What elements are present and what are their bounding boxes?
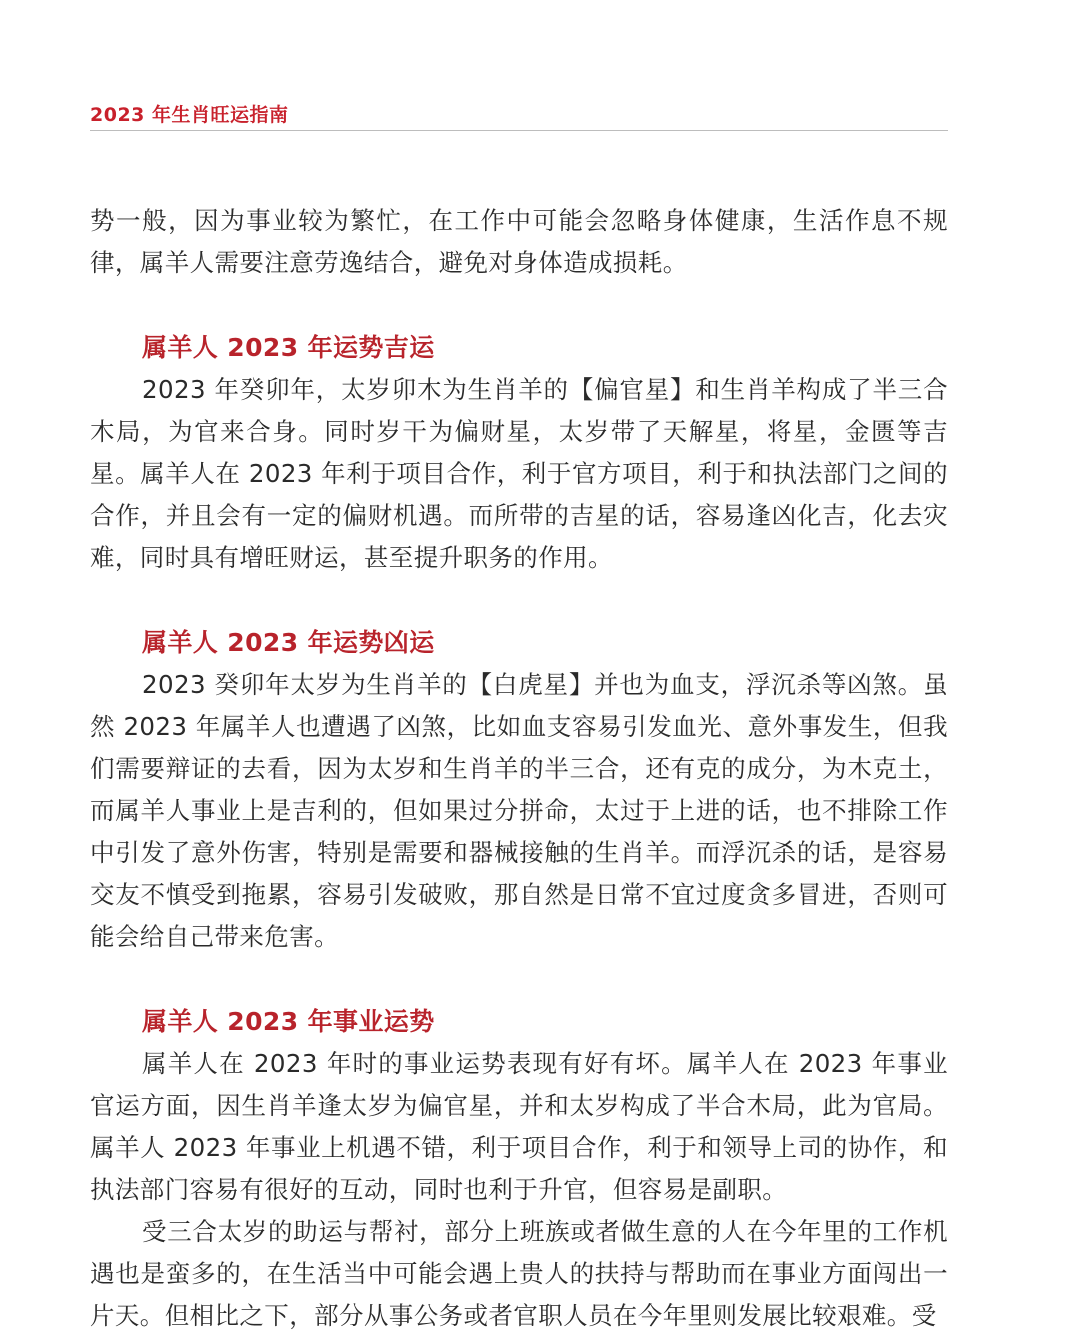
section-gap (90, 579, 948, 622)
running-header (90, 98, 948, 131)
section-heading-lucky: 属羊人 2023 年运势吉运 (142, 333, 435, 362)
section-heading-career: 属羊人 2023 年事业运势 (142, 1007, 435, 1036)
section-paragraph-career-1: 属羊人在 2023 年时的事业运势表现有好有坏。属羊人在 2023 年事业官运方面，因生肖羊逢太岁为偏官星，并和太岁构成了半合木局，此为官局。属羊人 2023 年事业上机遇不错，利于项目合作，利于和领导上司的协作，和执法部门容易有很好的互动，同时也利于升官，但容易是副职。 (90, 1049, 948, 1204)
running-header-title: 2023 年生肖旺运指南 (90, 104, 289, 126)
section-gap (90, 958, 948, 1001)
intro-paragraph: 势一般，因为事业较为繁忙，在工作中可能会忽略身体健康，生活作息不规律，属羊人需要注意劳逸结合，避免对身体造成损耗。 (90, 206, 948, 277)
section-paragraph-lucky: 2023 年癸卯年，太岁卯木为生肖羊的【偏官星】和生肖羊构成了半三合木局，为官来合身。同时岁干为偏财星，太岁带了天解星，将星，金匮等吉星。属羊人在 2023 年利于项目合作，利于官方项目，利于和执法部门之间的合作，并且会有一定的偏财机遇。而所带的吉星的话，容易逢凶化吉，化去灾难，同时具有增旺财运，甚至提升职务的作用。 (90, 375, 948, 572)
section-heading-unlucky: 属羊人 2023 年运势凶运 (142, 628, 435, 657)
article-body (90, 200, 948, 1337)
section-paragraph-unlucky: 2023 癸卯年太岁为生肖羊的【白虎星】并也为血支，浮沉杀等凶煞。虽然 2023 年属羊人也遭遇了凶煞，比如血支容易引发血光、意外事发生，但我们需要辩证的去看，因为太岁和生肖羊的半三合，还有克的成分，为木克土，而属羊人事业上是吉利的，但如果过分拼命，太过于上进的话，也不排除工作中引发了意外伤害，特别是需要和器械接触的生肖羊。而浮沉杀的话，是容易交友不慎受到拖累，容易引发破败，那自然是日常不宜过度贪多冒进，否则可能会给自己带来危害。 (90, 670, 948, 951)
section-paragraph-career-2: 受三合太岁的助运与帮衬，部分上班族或者做生意的人在今年里的工作机遇也是蛮多的，在生活当中可能会遇上贵人的扶持与帮助而在事业方面闯出一片天。但相比之下，部分从事公务或者官职人员在今年里则发展比较艰难。受 (90, 1217, 948, 1330)
section-gap (90, 284, 948, 327)
